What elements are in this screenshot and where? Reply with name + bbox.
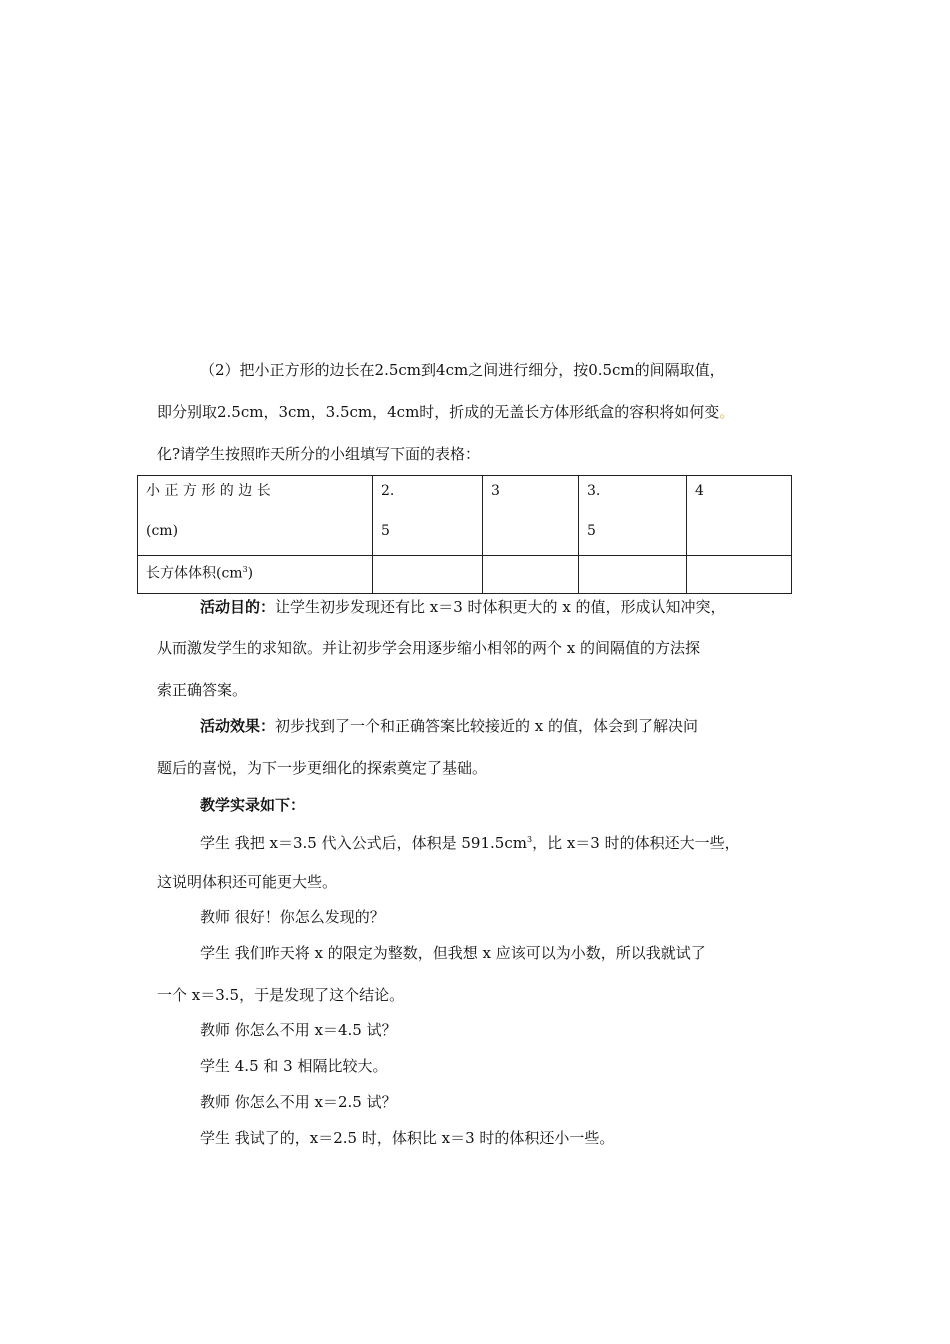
value-line2: 5 (587, 523, 596, 539)
value-line1: 2. (381, 483, 395, 499)
dialogue-7: 学生 我试了的，x＝2.5 时，体积比 x＝3 时的体积还小一些。 (200, 1129, 615, 1147)
value-line1: 3 (491, 483, 500, 499)
purpose-line-2: 从而激发学生的求知欲。并让初步学会用逐步缩小相邻的两个 x 的间隔值的方法探 (157, 639, 700, 657)
purpose-line-3: 索正确答案。 (157, 681, 248, 699)
volume-label-sup: 3 (242, 565, 248, 574)
volume-label-cell (138, 556, 373, 594)
dialogue-3-line-2: 一个 x＝3.5，于是发现了这个结论。 (157, 986, 405, 1004)
volume-cell-empty[interactable] (483, 556, 579, 594)
intro-line-2-text: 即分别取2.5cm，3cm，3.5cm，4cm时，折成的无盖长方体形纸盒的容积将如何变 (157, 403, 720, 421)
intro-line-3: 化?请学生按照昨天所分的小组填写下面的表格： (157, 445, 481, 463)
purpose-text-1: 让学生初步发现还有比 x＝3 时体积更大的 x 的值，形成认知冲突， (275, 598, 726, 616)
intro-line-1: （2）把小正方形的边长在2.5cm到4cm之间进行细分，按0.5cm的间隔取值， (200, 361, 725, 379)
purpose-title: 活动目的： (200, 598, 276, 616)
dialogue-1-line-1 (200, 830, 740, 853)
purpose-line-1 (200, 597, 726, 617)
dialogue-1-text-b: ，比 x＝3 时的体积还大一些， (532, 834, 740, 852)
volume-cell-empty[interactable] (373, 556, 483, 594)
table-row (138, 476, 792, 556)
dialogue-1-text-a: 学生 我把 x＝3.5 代入公式后，体积是 591.5cm (200, 834, 527, 852)
effect-title: 活动效果： (200, 717, 276, 735)
intro-line-2-mark: 。 (719, 403, 735, 421)
value-line1: 3. (587, 483, 601, 499)
dialogue-3-line-1: 学生 我们昨天将 x 的限定为整数，但我想 x 应该可以为小数，所以我就试了 (200, 944, 706, 962)
value-cell (687, 476, 792, 556)
value-line1: 4 (695, 483, 704, 499)
side-length-volume-table (137, 475, 792, 594)
volume-cell-empty[interactable] (579, 556, 687, 594)
dialogue-6: 教师 你怎么不用 x＝2.5 试？ (200, 1093, 397, 1111)
header-label-line2: (cm) (146, 523, 179, 539)
value-cell (373, 476, 483, 556)
header-label-line1: 小 正 方 形 的 边 长 (146, 483, 271, 499)
dialogue-2: 教师 很好！你怎么发现的？ (200, 908, 385, 926)
effect-line-2: 题后的喜悦，为下一步更细化的探索奠定了基础。 (157, 759, 488, 777)
volume-label-end: ) (247, 565, 254, 582)
volume-cell-empty[interactable] (687, 556, 792, 594)
value-line2: 5 (381, 523, 390, 539)
dialogue-4: 教师 你怎么不用 x＝4.5 试？ (200, 1021, 397, 1039)
effect-text-1: 初步找到了一个和正确答案比较接近的 x 的值，体会到了解决问 (275, 717, 699, 735)
dialogue-1-line-2: 这说明体积还可能更大些。 (157, 873, 338, 891)
effect-line-1 (200, 716, 698, 736)
record-title: 教学实录如下： (200, 796, 306, 814)
value-cell (483, 476, 579, 556)
header-cell-side-length (138, 476, 373, 556)
dialogue-1-sup: 3 (526, 835, 533, 844)
table-row (138, 556, 792, 594)
dialogue-5: 学生 4.5 和 3 相隔比较大。 (200, 1057, 388, 1075)
volume-label: 长方体体积(cm (146, 565, 243, 582)
intro-line-2 (157, 402, 734, 422)
value-cell (579, 476, 687, 556)
